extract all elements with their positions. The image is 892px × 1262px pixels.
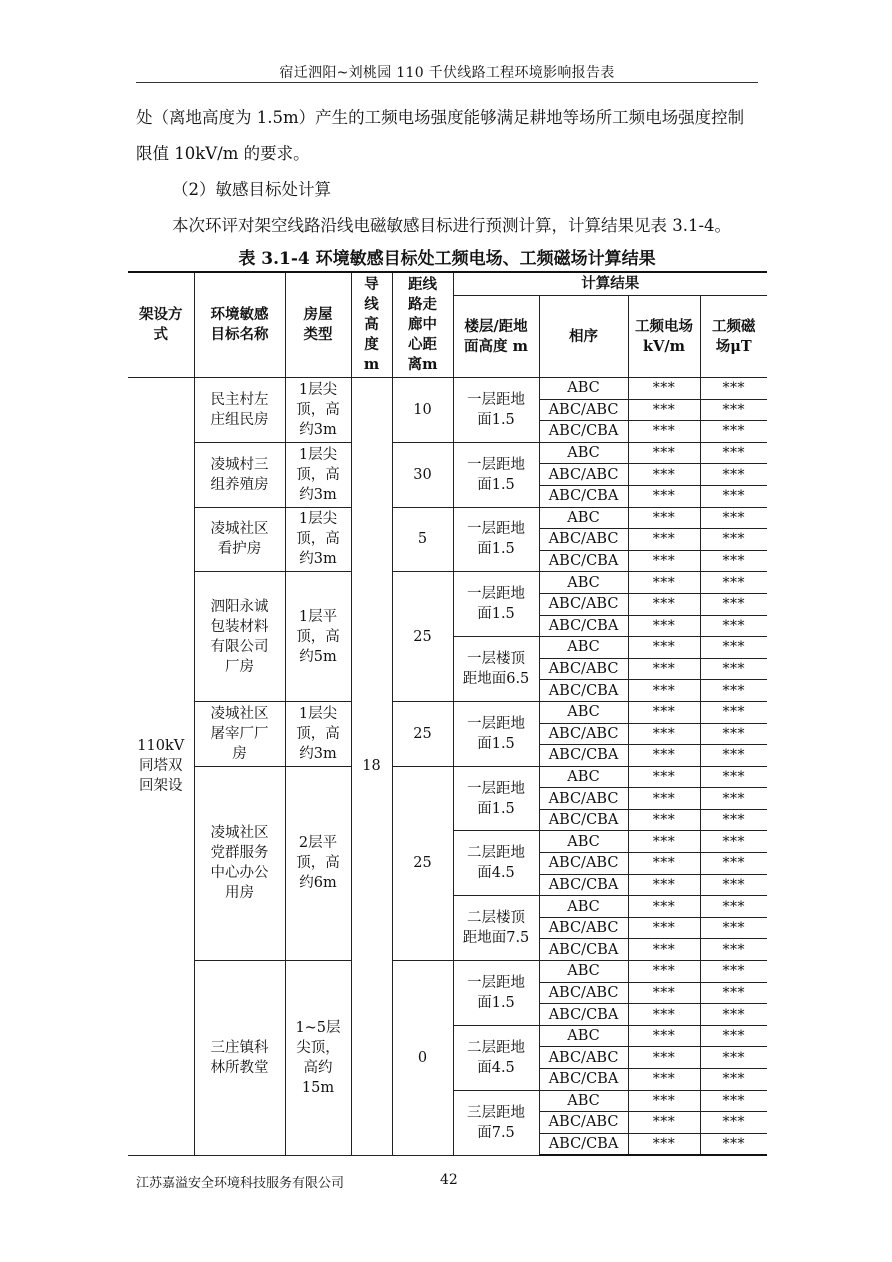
efield-value: ***	[628, 637, 700, 659]
efield-value: ***	[628, 1004, 700, 1026]
target-name: 三庄镇科林所教堂	[210, 1039, 269, 1076]
bfield-value: ***	[700, 1069, 767, 1091]
floor-height: 一层距地面1.5	[467, 715, 525, 752]
efield-value: ***	[628, 442, 700, 464]
phase-cell: ABC	[539, 572, 628, 594]
paragraph-2: （2）敏感目标处计算	[172, 180, 331, 199]
bfield-value: ***	[700, 766, 767, 788]
efield-value: ***	[628, 1133, 700, 1155]
efield-value: ***	[628, 464, 700, 486]
distance-cell: 25	[392, 572, 453, 702]
phase-cell: ABC	[539, 378, 628, 400]
floor-height-cell	[453, 378, 539, 443]
floor-height-cell	[453, 701, 539, 766]
table-row	[128, 442, 767, 464]
efield-value: ***	[628, 1069, 700, 1091]
header-house: 房屋类型	[303, 306, 333, 343]
wire-height-cell: 18	[351, 378, 392, 1156]
bfield-value: ***	[700, 723, 767, 745]
distance-cell: 5	[392, 507, 453, 572]
bfield-value: ***	[700, 615, 767, 637]
efield-value: ***	[628, 399, 700, 421]
phase-cell: ABC/ABC	[539, 593, 628, 615]
table-row	[128, 378, 767, 400]
bfield-value: ***	[700, 485, 767, 507]
phase-cell: ABC/ABC	[539, 982, 628, 1004]
header-distance: 距线路走廊中心距离m	[407, 276, 438, 373]
bfield-value: ***	[700, 1004, 767, 1026]
house-type-cell	[285, 507, 351, 572]
efield-value: ***	[628, 529, 700, 551]
target-name: 凌城社区看护房	[210, 521, 269, 558]
floor-height-cell	[453, 572, 539, 637]
phase-cell: ABC/CBA	[539, 550, 628, 572]
efield-value: ***	[628, 485, 700, 507]
efield-value: ***	[628, 421, 700, 443]
phase-cell: ABC	[539, 831, 628, 853]
phase-cell: ABC/ABC	[539, 723, 628, 745]
bfield-value: ***	[700, 507, 767, 529]
house-type-cell	[285, 442, 351, 507]
page-header: 宿迁泗阳~刘桃园 110 千伏线路工程环境影响报告表	[279, 65, 615, 81]
bfield-value: ***	[700, 961, 767, 983]
phase-cell: ABC/ABC	[539, 853, 628, 875]
bfield-value: ***	[700, 831, 767, 853]
target-name-cell	[194, 442, 285, 507]
floor-height: 二层楼顶距地面7.5	[462, 910, 530, 947]
floor-height-cell	[453, 1025, 539, 1090]
phase-cell: ABC	[539, 1090, 628, 1112]
efield-value: ***	[628, 1112, 700, 1134]
efield-value: ***	[628, 874, 700, 896]
table-title: 表 3.1-4 环境敏感目标处工频电场、工频磁场计算结果	[238, 249, 656, 269]
target-name-cell	[194, 507, 285, 572]
target-name-cell	[194, 766, 285, 960]
phase-cell: ABC/CBA	[539, 809, 628, 831]
bfield-value: ***	[700, 1112, 767, 1134]
bfield-value: ***	[700, 378, 767, 400]
phase-cell: ABC/CBA	[539, 939, 628, 961]
floor-height: 一层楼顶距地面6.5	[462, 651, 530, 688]
bfield-value: ***	[700, 939, 767, 961]
target-name: 凌城社区屠宰厂厂房	[210, 705, 269, 762]
efield-value: ***	[628, 1025, 700, 1047]
results-table-body	[128, 378, 767, 1156]
bfield-value: ***	[700, 442, 767, 464]
floor-height: 二层距地面4.5	[467, 1039, 525, 1076]
target-name: 凌城村三组养殖房	[210, 456, 269, 493]
efield-value: ***	[628, 809, 700, 831]
house-type-cell	[285, 961, 351, 1156]
bfield-value: ***	[700, 896, 767, 918]
house-type: 1层尖顶，高约3m	[296, 381, 340, 438]
header-phase: 相序	[539, 296, 628, 378]
floor-height: 三层距地面7.5	[467, 1104, 525, 1141]
efield-value: ***	[628, 939, 700, 961]
header-erect: 架设方式	[139, 306, 183, 343]
target-name-cell	[194, 701, 285, 766]
header-rule	[136, 82, 758, 83]
distance-cell: 0	[392, 961, 453, 1156]
header-bfield: 工频磁场μT	[712, 317, 756, 355]
efield-value: ***	[628, 680, 700, 702]
floor-height-cell	[453, 637, 539, 702]
phase-cell: ABC/CBA	[539, 680, 628, 702]
bfield-value: ***	[700, 853, 767, 875]
phase-cell: ABC/CBA	[539, 1004, 628, 1026]
floor-height: 一层距地面1.5	[467, 974, 525, 1011]
efield-value: ***	[628, 723, 700, 745]
phase-cell: ABC/CBA	[539, 485, 628, 507]
phase-cell: ABC/ABC	[539, 399, 628, 421]
floor-height: 一层距地面1.5	[467, 456, 525, 493]
house-type: 1层尖顶，高约3m	[296, 705, 340, 762]
phase-cell: ABC/ABC	[539, 464, 628, 486]
phase-cell: ABC/ABC	[539, 658, 628, 680]
bfield-value: ***	[700, 1133, 767, 1155]
phase-cell: ABC/CBA	[539, 1133, 628, 1155]
efield-value: ***	[628, 507, 700, 529]
phase-cell: ABC/CBA	[539, 874, 628, 896]
phase-cell: ABC	[539, 701, 628, 723]
table-row	[128, 572, 767, 594]
phase-cell: ABC	[539, 442, 628, 464]
table-row	[128, 766, 767, 788]
phase-cell: ABC/ABC	[539, 788, 628, 810]
bfield-value: ***	[700, 745, 767, 767]
bfield-value: ***	[700, 917, 767, 939]
bfield-value: ***	[700, 529, 767, 551]
bfield-value: ***	[700, 1090, 767, 1112]
efield-value: ***	[628, 745, 700, 767]
erect-method-cell	[128, 378, 194, 1156]
house-type-cell	[285, 766, 351, 960]
target-name-cell	[194, 378, 285, 443]
phase-cell: ABC/CBA	[539, 421, 628, 443]
floor-height: 一层距地面1.5	[467, 521, 525, 558]
efield-value: ***	[628, 853, 700, 875]
bfield-value: ***	[700, 399, 767, 421]
phase-cell: ABC	[539, 896, 628, 918]
efield-value: ***	[628, 658, 700, 680]
house-type: 2层平顶，高约6m	[296, 835, 340, 892]
header-results: 计算结果	[453, 272, 767, 296]
bfield-value: ***	[700, 1047, 767, 1069]
bfield-value: ***	[700, 680, 767, 702]
efield-value: ***	[628, 572, 700, 594]
header-floor: 楼层/距地面高度 m	[464, 317, 528, 355]
floor-height-cell	[453, 896, 539, 961]
paragraph-1: 处（离地高度为 1.5m）产生的工频电场强度能够满足耕地等场所工频电场强度控制限值 10kV/m 的要求。	[136, 108, 745, 163]
house-type-cell	[285, 572, 351, 702]
floor-height-cell	[453, 831, 539, 896]
page-number: 42	[440, 1172, 458, 1188]
phase-cell: ABC/CBA	[539, 1069, 628, 1091]
bfield-value: ***	[700, 658, 767, 680]
efield-value: ***	[628, 788, 700, 810]
bfield-value: ***	[700, 874, 767, 896]
distance-cell: 25	[392, 766, 453, 960]
phase-cell: ABC	[539, 766, 628, 788]
efield-value: ***	[628, 593, 700, 615]
floor-height: 一层距地面1.5	[467, 586, 525, 623]
bfield-value: ***	[700, 982, 767, 1004]
house-type: 1~5层尖顶，高约15m	[295, 1019, 341, 1096]
distance-cell: 30	[392, 442, 453, 507]
phase-cell: ABC	[539, 1025, 628, 1047]
phase-cell: ABC	[539, 961, 628, 983]
house-type-cell	[285, 378, 351, 443]
distance-cell: 10	[392, 378, 453, 443]
distance-cell: 25	[392, 701, 453, 766]
house-type: 1层平顶，高约5m	[296, 608, 340, 665]
bfield-value: ***	[700, 550, 767, 572]
bfield-value: ***	[700, 788, 767, 810]
house-type-cell	[285, 701, 351, 766]
target-name: 泗阳永诚包装材料有限公司厂房	[210, 598, 269, 675]
header-wire-height: 导线高度m	[363, 276, 380, 373]
bfield-value: ***	[700, 809, 767, 831]
bfield-value: ***	[700, 464, 767, 486]
bfield-value: ***	[700, 701, 767, 723]
efield-value: ***	[628, 896, 700, 918]
erect-method-text: 110kV同塔双回架设	[137, 738, 185, 795]
target-name: 民主村左庄组民房	[210, 391, 269, 428]
phase-cell: ABC/ABC	[539, 1112, 628, 1134]
header-target: 环境敏感目标名称	[210, 306, 269, 343]
floor-height-cell	[453, 766, 539, 831]
efield-value: ***	[628, 1090, 700, 1112]
bfield-value: ***	[700, 593, 767, 615]
bfield-value: ***	[700, 572, 767, 594]
phase-cell: ABC/ABC	[539, 529, 628, 551]
floor-height: 二层距地面4.5	[467, 845, 525, 882]
house-type: 1层尖顶，高约3m	[296, 446, 340, 503]
efield-value: ***	[628, 917, 700, 939]
footer-company: 江苏嘉溢安全环境科技服务有限公司	[136, 1176, 345, 1191]
efield-value: ***	[628, 982, 700, 1004]
floor-height-cell	[453, 1090, 539, 1155]
phase-cell: ABC/ABC	[539, 917, 628, 939]
table-row	[128, 507, 767, 529]
floor-height-cell	[453, 442, 539, 507]
efield-value: ***	[628, 378, 700, 400]
phase-cell: ABC	[539, 507, 628, 529]
efield-value: ***	[628, 615, 700, 637]
efield-value: ***	[628, 550, 700, 572]
bfield-value: ***	[700, 1025, 767, 1047]
header-efield: 工频电场 kV/m	[635, 317, 693, 355]
target-name-cell	[194, 572, 285, 702]
efield-value: ***	[628, 831, 700, 853]
target-name-cell	[194, 961, 285, 1156]
table-row	[128, 961, 767, 983]
phase-cell: ABC	[539, 637, 628, 659]
bfield-value: ***	[700, 421, 767, 443]
table-row	[128, 701, 767, 723]
phase-cell: ABC/CBA	[539, 615, 628, 637]
floor-height-cell	[453, 961, 539, 1026]
bfield-value: ***	[700, 637, 767, 659]
phase-cell: ABC/ABC	[539, 1047, 628, 1069]
efield-value: ***	[628, 961, 700, 983]
phase-cell: ABC/CBA	[539, 745, 628, 767]
efield-value: ***	[628, 766, 700, 788]
results-table	[128, 271, 767, 1156]
efield-value: ***	[628, 701, 700, 723]
target-name: 凌城社区党群服务中心办公用房	[210, 825, 269, 902]
paragraph-3: 本次环评对架空线路沿线电磁敏感目标进行预测计算，计算结果见表 3.1-4。	[172, 216, 732, 235]
floor-height: 一层距地面1.5	[467, 391, 525, 428]
floor-height: 一层距地面1.5	[467, 780, 525, 817]
efield-value: ***	[628, 1047, 700, 1069]
floor-height-cell	[453, 507, 539, 572]
house-type: 1层尖顶，高约3m	[296, 511, 340, 568]
